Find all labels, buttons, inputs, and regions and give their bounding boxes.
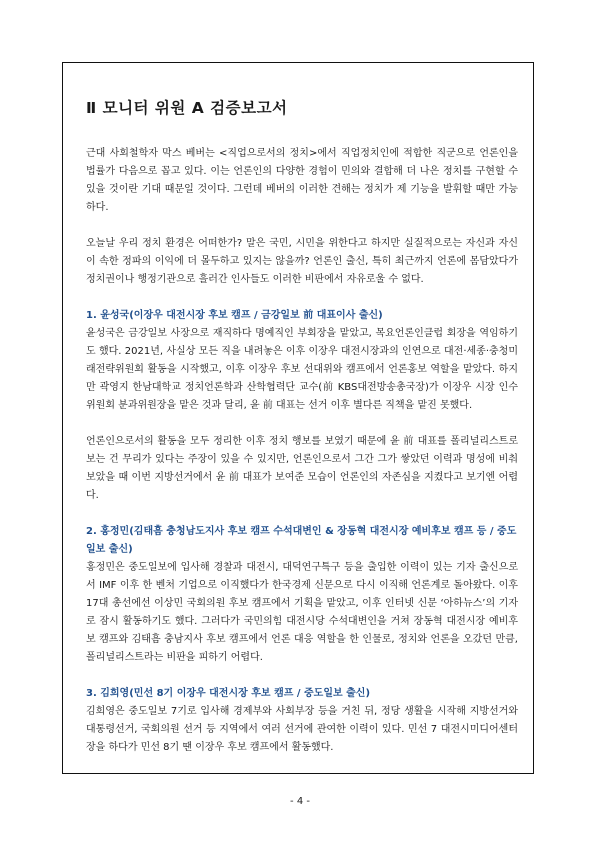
- section-hong-jeongmin: [86, 523, 518, 667]
- page-title: Ⅱ 모니터 위원 A 검증보고서: [86, 99, 288, 117]
- page-number: - 4 -: [290, 796, 310, 807]
- section-heading: 3. 김희영(민선 8기 이장우 대전시장 후보 캠프 / 중도일보 출신): [86, 688, 371, 699]
- intro-paragraph: 근대 사회철학자 막스 베버는 <직업으로서의 정치>에서 직업정치인에 적합한 직군으로 언론인을 법률가 다음으로 꼽고 있다. 이는 언론인의 다양한 경험이 민의와 결합해 더 나은 정치를 구현할 수 있을 것이란 기대 때문일 것이다. 그런데 베버의 이러한 견해는 정치가 제 기능을 발휘할 때만 가능하다.: [86, 148, 518, 213]
- section-yoon-seongguk: [86, 307, 518, 505]
- section-paragraph: 윤성국은 금강일보 사장으로 재직하다 명예직인 부회장을 맡았고, 목요언론인클럽 회장을 역임하기도 했다. 2021년, 사실상 모든 직을 내려놓은 이후 이장우 대전시장과의 인연으로 대전·세종·충청미래전략위원회 활동을 시작했고, 이후 이장우 후보 선대위와 캠프에서 언론홍보 역할을 맡았다. 하지만 곽영지 한남대학교 정치언론학과 산학협력단 교수(前 KBS대전방송총국장)가 이장우 시장 인수위원회 분과위원장을 맡은 것과 달리, 윤 前 대표는 선거 이후 별다른 직책을 맡진 못했다.: [86, 328, 518, 411]
- context-paragraph: 오늘날 우리 정치 환경은 어떠한가? 말은 국민, 시민을 위한다고 하지만 실질적으로는 자신과 자신이 속한 정파의 이익에 더 몰두하고 있지는 않을까? 언론인 출신, 특히 최근까지 언론에 몸담았다가 정치권이나 행정기관으로 흘러간 인사들도 이러한 비판에서 자유로울 수 없다.: [86, 238, 518, 285]
- section-heading: 2. 홍정민(김태흠 충청남도지사 후보 캠프 수석대변인 & 장동혁 대전시장 예비후보 캠프 등 / 중도일보 출신): [86, 526, 517, 555]
- section-heading: 1. 윤성국(이장우 대전시장 후보 캠프 / 금강일보 前 대표이사 출신): [86, 310, 383, 321]
- document-body: [86, 96, 518, 775]
- section-kim-heeyoung: [86, 685, 518, 757]
- section-paragraph: 언론인으로서의 활동을 모두 정리한 이후 정치 행보를 보였기 때문에 윤 前 대표를 폴리널리스트로 보는 건 무리가 있다는 주장이 있을 수 있지만, 언론인으로서 그간 그가 쌓았던 이력과 명성에 비춰보았을 때 이번 지방선거에서 윤 前 대표가 보여준 모습이 언론인의 자존심을 지켰다고 보기엔 어렵다.: [86, 436, 518, 501]
- section-paragraph: 홍정민은 중도일보에 입사해 경찰과 대전시, 대덕연구특구 등을 출입한 이력이 있는 기자 출신으로서 IMF 이후 한 벤처 기업으로 이직했다가 한국경제 신문으로 다시 이직해 언론계로 돌아왔다. 이후 17대 총선에선 이상민 국회의원 후보 캠프에서 기획을 맡았고, 이후 인터넷 신문 ‘아하뉴스’의 기자로 잠시 활동하기도 했다. 그러다가 국민의힘 대전시당 수석대변인을 거쳐 장동혁 대전시장 예비후보 캠프와 김태흠 충남지사 후보 캠프에서 언론 대응 역할을 한 인물로, 정치와 언론을 오갔던 만큼, 폴리널리스트라는 비판을 피하기 어렵다.: [86, 562, 518, 663]
- section-paragraph: 김희영은 중도일보 7기로 입사해 경제부와 사회부장 등을 거친 뒤, 정당 생활을 시작해 지방선거와 대통령선거, 국회의원 선거 등 지역에서 여러 선거에 관여한 이력이 있다. 민선 7 대전시미디어센터장을 하다가 민선 8기 땐 이장우 후보 캠프에서 활동했다.: [86, 706, 518, 753]
